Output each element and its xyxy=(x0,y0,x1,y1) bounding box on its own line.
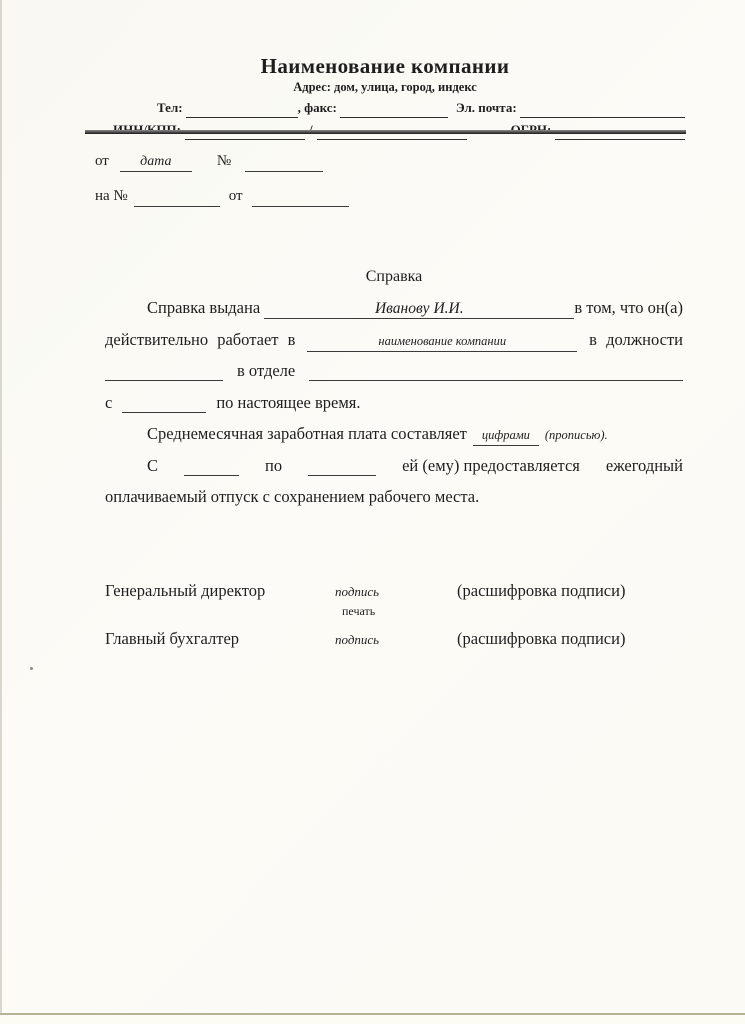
signatures-block xyxy=(105,580,683,650)
salary-suffix: (прописью). xyxy=(544,428,608,442)
email-blank xyxy=(520,99,685,118)
vacation-to-label: по xyxy=(265,455,283,475)
vacation-line xyxy=(147,456,683,488)
since-line xyxy=(105,393,683,425)
company-name-value: наименование компании xyxy=(378,333,507,348)
scan-left-edge xyxy=(0,0,2,1013)
department-label: в отделе xyxy=(237,361,296,380)
scan-speck xyxy=(30,667,33,670)
date-blank xyxy=(120,152,192,172)
vacation-end-text: ежегодный xyxy=(605,455,683,475)
position-blank xyxy=(105,361,223,381)
company-name-blank xyxy=(307,330,577,352)
reply-number-label: на № xyxy=(95,188,128,204)
salary-line xyxy=(105,424,683,456)
letterhead xyxy=(85,54,685,140)
reference-block xyxy=(95,152,415,207)
number-label: № xyxy=(216,153,232,169)
issued-to-blank xyxy=(264,298,574,319)
email-label: Эл. почта: xyxy=(455,100,517,115)
director-sign-hint: подпись xyxy=(335,584,380,599)
issued-suffix: в том, что он(а) xyxy=(574,298,683,317)
vacation-line2-text: оплачиваемый отпуск с сохранением рабочего места. xyxy=(105,487,480,506)
outgoing-reference-row xyxy=(95,152,415,172)
works-line xyxy=(105,330,683,362)
present-time-text: по настоящее время. xyxy=(216,392,361,412)
salary-prefix: Среднемесячная заработная плата составляет xyxy=(147,424,467,443)
director-decode-hint: (расшифровка подписи) xyxy=(457,581,626,600)
salary-figures-value: цифрами xyxy=(481,428,530,442)
vacation-from-label: С xyxy=(147,455,159,475)
from-label: от xyxy=(95,153,109,169)
company-name: Наименование компании xyxy=(260,54,510,78)
document-title: Справка xyxy=(365,268,423,285)
tel-label: Тел: xyxy=(157,100,183,115)
issued-prefix: Справка выдана xyxy=(147,298,261,317)
accountant-sign-hint: подпись xyxy=(335,632,380,647)
letterhead-rule xyxy=(85,130,686,134)
number-blank xyxy=(245,152,323,172)
vacation-to-blank xyxy=(308,456,376,476)
department-line xyxy=(105,361,683,393)
accountant-decode-hint: (расшифровка подписи) xyxy=(457,629,626,648)
phone-row xyxy=(157,99,685,118)
vacation-line2 xyxy=(105,487,683,519)
salary-figures-blank xyxy=(473,424,539,446)
start-date-blank xyxy=(122,393,206,413)
department-blank xyxy=(309,361,683,381)
since-label: с xyxy=(105,392,113,412)
address-line: Адрес: дом, улица, город, индекс xyxy=(293,80,477,94)
vacation-from-blank xyxy=(184,456,239,476)
stamp-hint: печать xyxy=(342,604,376,618)
vacation-middle-text: ей (ему) предоставляется xyxy=(402,455,580,475)
fax-blank xyxy=(340,99,448,118)
fax-label: , факс: xyxy=(297,100,337,115)
issued-line xyxy=(105,298,683,330)
works-suffix: в должности xyxy=(589,329,683,349)
reply-date-blank xyxy=(252,187,349,207)
accountant-title: Главный бухгалтер xyxy=(105,629,240,648)
incoming-reference-row xyxy=(95,187,415,207)
reply-from-label: от xyxy=(228,188,243,204)
date-placeholder: дата xyxy=(140,154,172,169)
certificate-body xyxy=(105,298,683,519)
tel-blank xyxy=(186,99,298,118)
works-prefix: действительно работает в xyxy=(105,329,296,349)
issued-to-value: Иванову И.И. xyxy=(374,300,464,317)
scan-bottom-strip xyxy=(0,1015,745,1024)
reply-number-blank xyxy=(134,187,220,207)
director-title: Генеральный директор xyxy=(105,581,266,600)
